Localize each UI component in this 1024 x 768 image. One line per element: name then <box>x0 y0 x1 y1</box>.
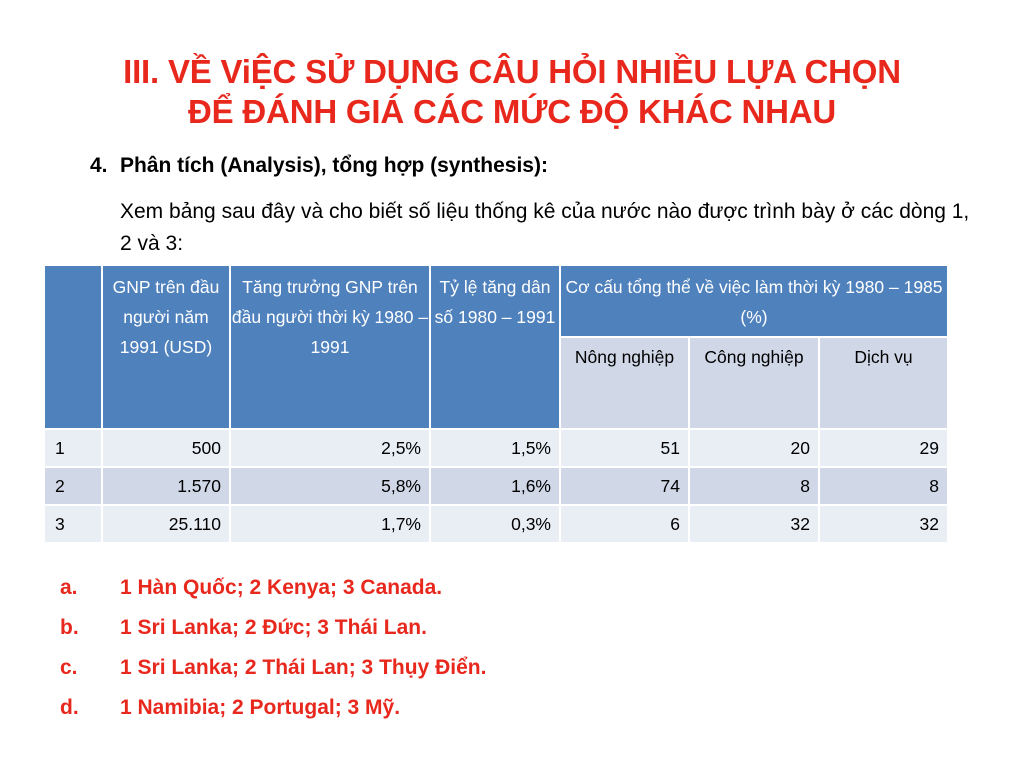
title-line-2: ĐỂ ĐÁNH GIÁ CÁC MỨC ĐỘ KHÁC NHAU <box>188 93 836 130</box>
answer-label: c. <box>60 656 78 679</box>
cell-services: 8 <box>819 467 948 505</box>
cell-industry: 8 <box>689 467 819 505</box>
cell-agriculture: 74 <box>560 467 689 505</box>
answer-text: 1 Hàn Quốc; 2 Kenya; 3 Canada. <box>120 576 443 599</box>
cell-agriculture: 6 <box>560 505 689 543</box>
cell-growth: 2,5% <box>230 429 430 467</box>
cell-services: 29 <box>819 429 948 467</box>
cell-gnp: 25.110 <box>102 505 230 543</box>
header-growth: Tăng trưởng GNP trên đầu người thời kỳ 1980 – 1991 <box>230 265 430 429</box>
cell-population-growth: 1,5% <box>430 429 560 467</box>
header-services: Dịch vụ <box>819 337 948 429</box>
header-population-growth: Tỷ lệ tăng dân số 1980 – 1991 <box>430 265 560 429</box>
answer-text: 1 Namibia; 2 Portugal; 3 Mỹ. <box>120 696 401 719</box>
answer-label: b. <box>60 616 79 639</box>
row-index: 1 <box>44 429 102 467</box>
cell-growth: 1,7% <box>230 505 430 543</box>
question-text: Xem bảng sau đây và cho biết số liệu thống kê của nước nào được trình bày ở các dòng 1, 2 và 3: <box>120 200 970 255</box>
header-agriculture: Nông nghiệp <box>560 337 689 429</box>
header-gnp: GNP trên đầu người năm 1991 (USD) <box>102 265 230 429</box>
header-industry: Công nghiệp <box>689 337 819 429</box>
answer-label: a. <box>60 576 78 599</box>
cell-population-growth: 1,6% <box>430 467 560 505</box>
cell-services: 32 <box>819 505 948 543</box>
cell-agriculture: 51 <box>560 429 689 467</box>
cell-growth: 5,8% <box>230 467 430 505</box>
answer-text: 1 Sri Lanka; 2 Đức; 3 Thái Lan. <box>120 616 427 639</box>
row-index: 2 <box>44 467 102 505</box>
question-heading: Phân tích (Analysis), tổng hợp (synthesis): <box>120 154 548 177</box>
row-index: 3 <box>44 505 102 543</box>
cell-gnp: 500 <box>102 429 230 467</box>
header-employment-structure: Cơ cấu tổng thể về việc làm thời kỳ 1980 – 1985 (%) <box>560 265 948 337</box>
header-index <box>44 265 102 429</box>
statistics-table <box>43 264 949 544</box>
answer-label: d. <box>60 696 79 719</box>
question-number: 4. <box>90 154 108 177</box>
cell-gnp: 1.570 <box>102 467 230 505</box>
cell-industry: 20 <box>689 429 819 467</box>
cell-population-growth: 0,3% <box>430 505 560 543</box>
table-row <box>44 429 948 467</box>
title-line-1: III. VỀ ViỆC SỬ DỤNG CÂU HỎI NHIỀU LỰA CHỌN <box>123 53 901 90</box>
cell-industry: 32 <box>689 505 819 543</box>
table-row <box>44 467 948 505</box>
answer-text: 1 Sri Lanka; 2 Thái Lan; 3 Thụy Điển. <box>120 656 487 679</box>
table-row <box>44 505 948 543</box>
slide-title <box>0 52 1024 132</box>
